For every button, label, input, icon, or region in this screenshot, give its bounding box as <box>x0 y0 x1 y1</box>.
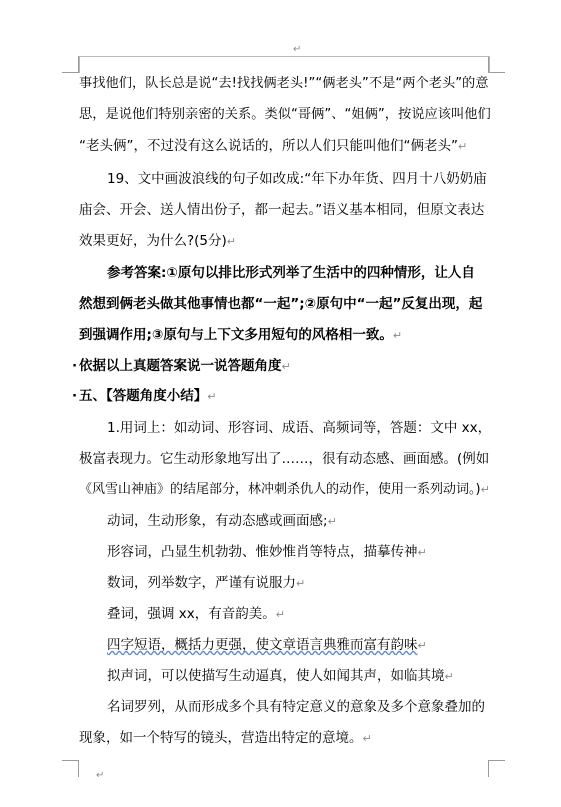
crop-mark-bottom-right <box>488 760 505 777</box>
text-line: 拟声词，可以使描写生动逼真，使人如闻其声，如临其境↵ <box>107 668 454 684</box>
bullet-marker: · <box>72 358 78 374</box>
heading-line: · 依据以上真题答案说一说答题角度↵ <box>72 358 291 374</box>
text-line: 庙会、开会、送人情出份子，都一起去。”语义基本相同，但原文表达 <box>79 202 485 218</box>
crop-mark-top-right <box>488 56 505 73</box>
crop-mark-top-left <box>62 56 79 73</box>
text-line: 叠词，强调 xx，有音韵美。↵ <box>107 606 285 622</box>
crop-mark-bottom-left <box>62 760 79 777</box>
text-line: 效果更好，为什么?(5分)↵ <box>79 233 237 249</box>
answer-line: 到强调作用;③原句与上下文多用短句的风格相一致。↵ <box>79 327 403 343</box>
footer-paragraph-mark: ↵ <box>96 770 105 781</box>
text-line: 《风雪山神庙》的结尾部分，林冲刺杀仇人的动作，使用一系列动词。)↵ <box>79 482 490 497</box>
text-line: 思，是说他们特别亲密的关系。类似“哥俩”、“姐俩”，按说应该叫他们 <box>79 107 491 122</box>
text-line: 极富表现力。它生动形象地写出了……，很有动态感、画面感。(例如 <box>79 451 490 467</box>
text-line: 形容词，凸显生机勃勃、惟妙惟肖等特点，描摹传神↵ <box>107 544 427 560</box>
header-paragraph-mark: ↵ <box>293 44 302 55</box>
text-line: 名词罗列，从而形成多个具有特定意义的意象及多个意象叠加的 <box>107 699 485 715</box>
answer-line: 然想到俩老头做其他事情也都“一起”;②原句中“一起”反复出现，起 <box>79 296 483 312</box>
text-line: 现象，如一个特写的镜头，营造出特定的意境。↵ <box>79 730 372 746</box>
text-line: “老头俩”，不过没有这么说话的，所以人们只能叫他们“俩老头”↵ <box>79 138 468 154</box>
bullet-marker: · <box>72 388 78 404</box>
answer-line: 参考答案:①原句以排比形式列举了生活中的四种情形，让人自 <box>107 265 475 281</box>
text-line: 事找他们，队长总是说“去!找找俩老头!”“俩老头”不是“两个老头”的意 <box>79 76 489 91</box>
text-line: 19、文中画波浪线的句子如改成:“年下办年货、四月十八奶奶庙 <box>107 171 487 187</box>
header-boundary <box>79 56 490 73</box>
heading-line: · 五、【答题角度小结】↵ <box>72 388 217 404</box>
text-line: 数词，列举数字，严谨有说服力↵ <box>107 575 306 591</box>
text-line: 1.用词上：如动词、形容词、成语、高频词等，答题：文中 xx， <box>107 420 492 436</box>
text-line: 四字短语，概括力更强，使文章语言典雅而富有韵味↵ <box>107 637 427 653</box>
text-line: 动词，生动形象，有动态感或画面感;↵ <box>107 513 337 529</box>
